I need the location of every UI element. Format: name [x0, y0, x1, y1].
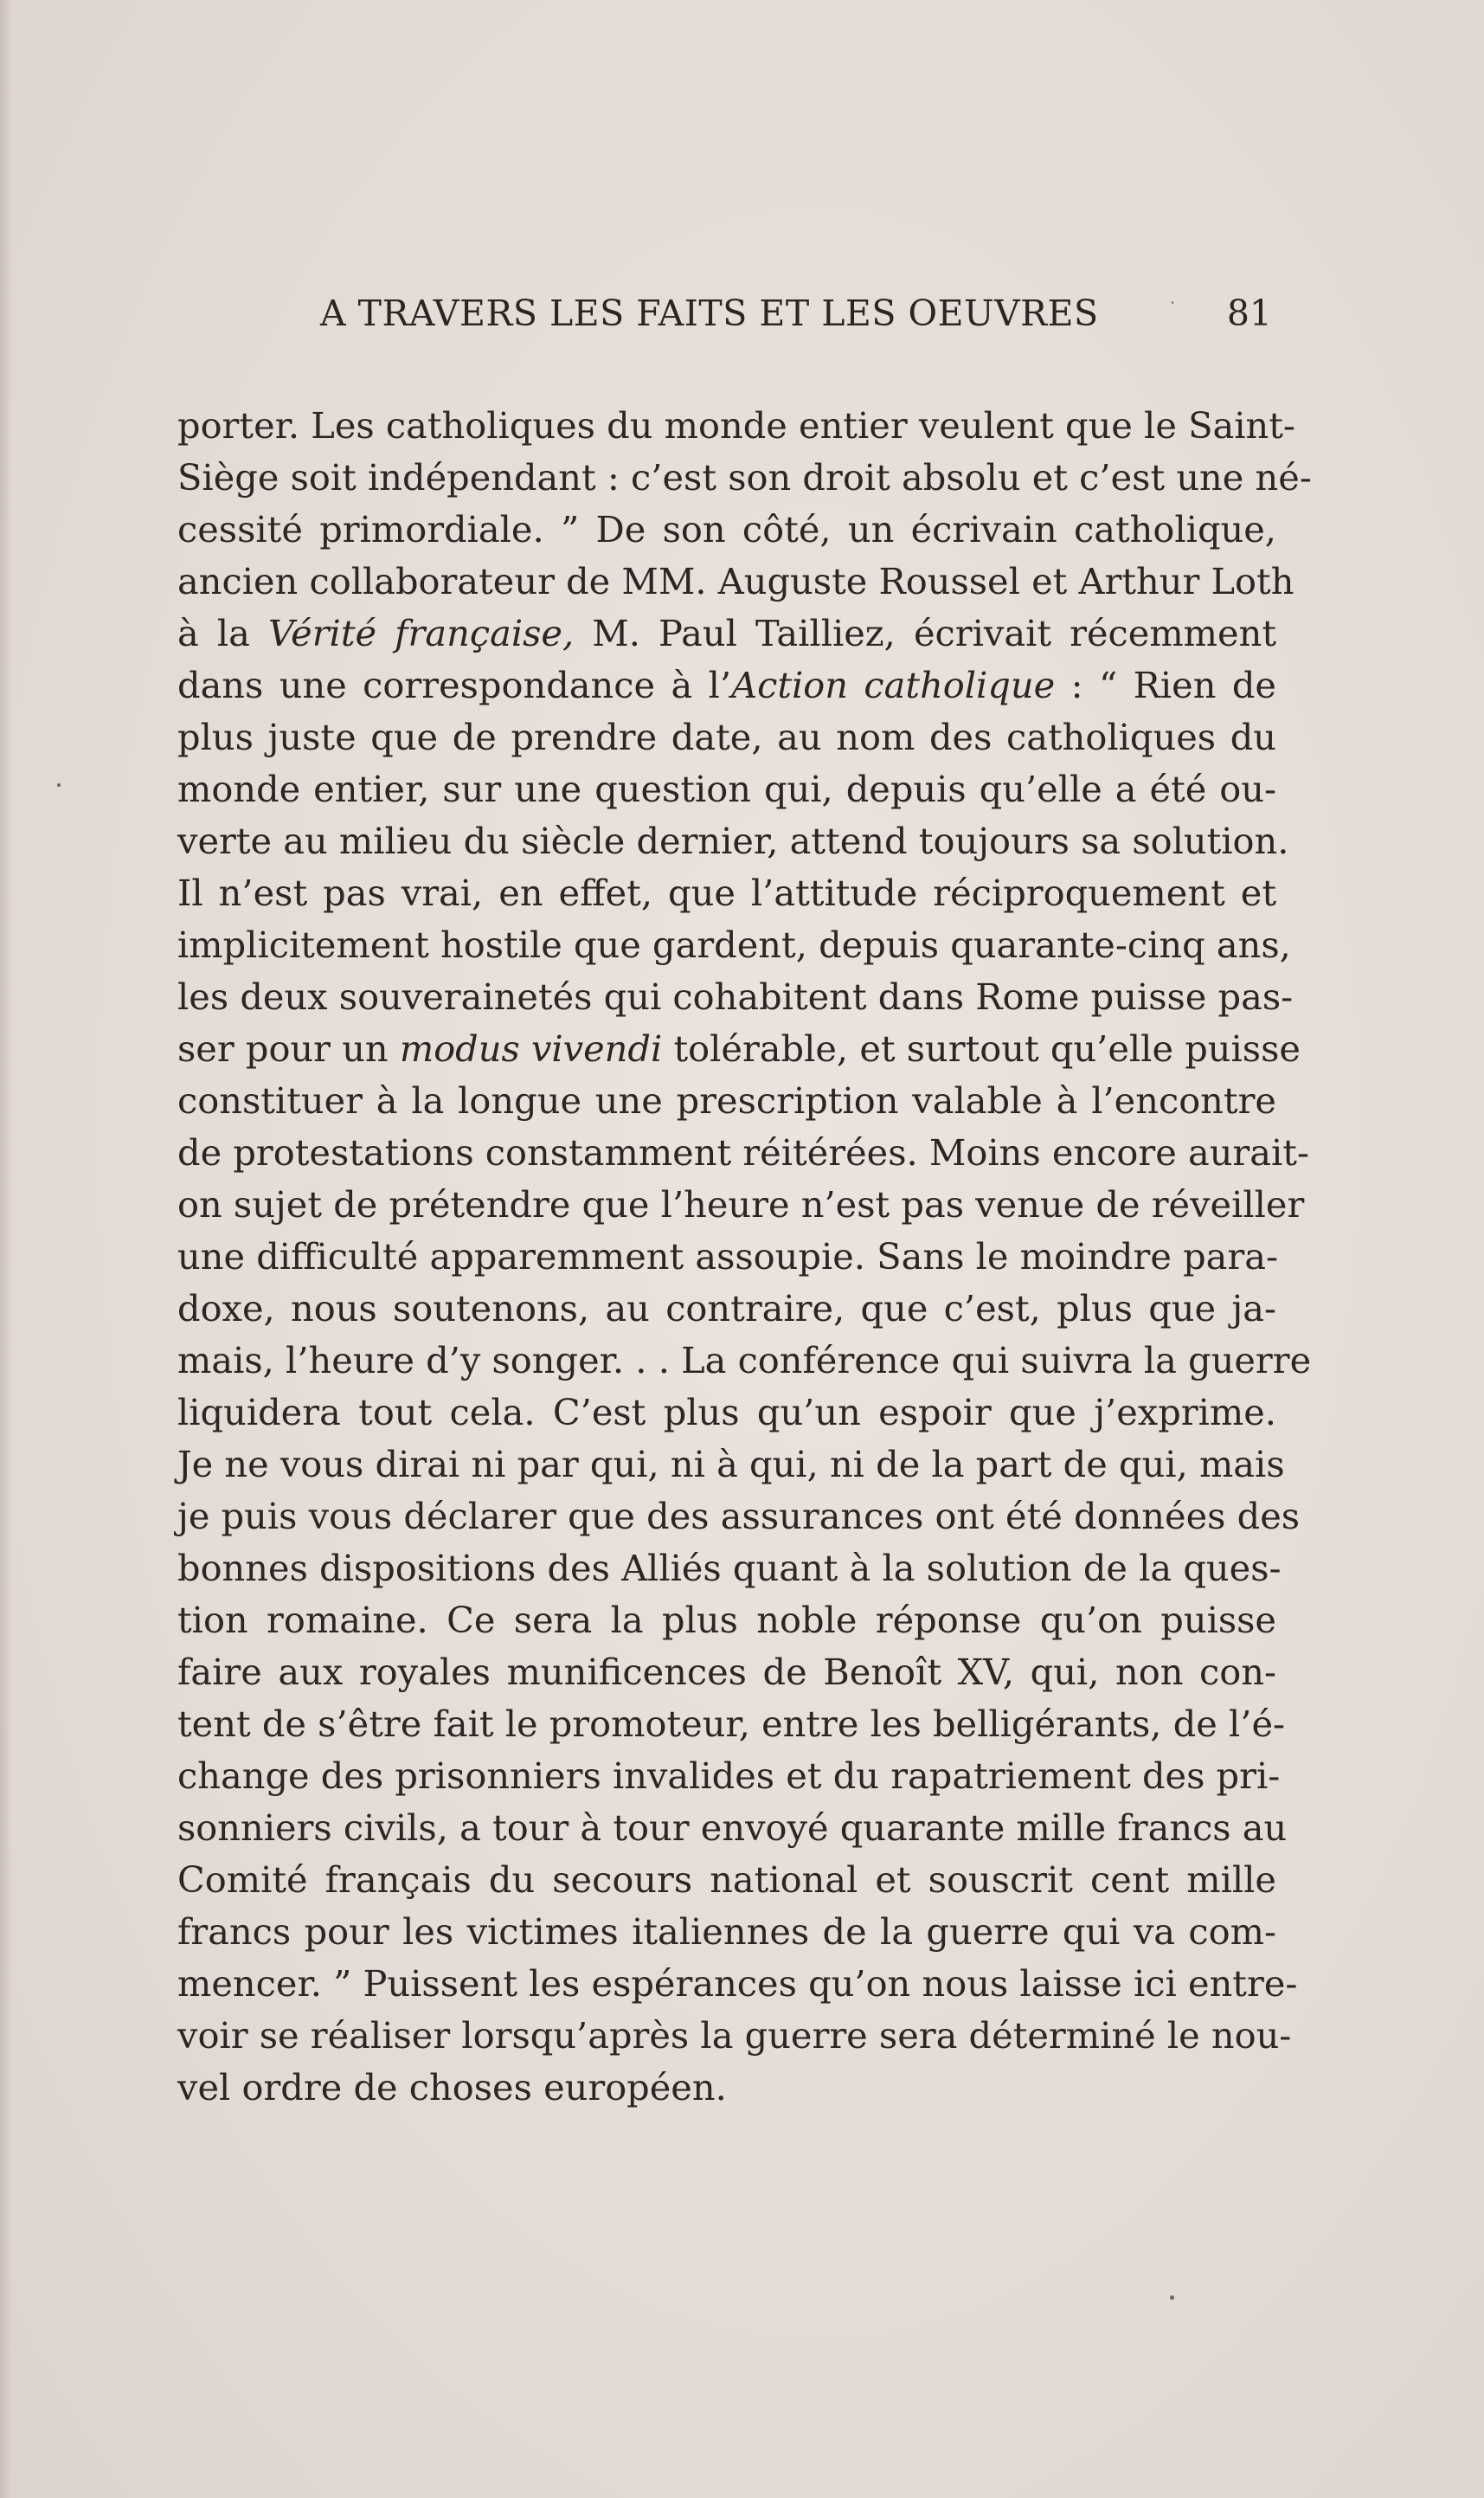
text-line: [177, 1127, 1309, 1179]
text-line: [177, 1802, 1288, 1854]
text-line: [177, 452, 1312, 504]
text-line: [177, 504, 1276, 556]
text-segment: Siège soit indépendant : c’est son droit absolu et c’est une né-: [177, 456, 1312, 499]
text-line: [177, 1854, 1276, 1906]
text-segment: verte au milieu du siècle dernier, attend toujours sa solution.: [177, 820, 1289, 862]
text-line: [177, 867, 1276, 919]
text-segment: M. Paul Tailliez, écrivait récemment: [574, 612, 1276, 654]
text-line: [177, 1750, 1281, 1802]
text-segment: plus juste que de prendre date, au nom des catholiques du: [177, 716, 1276, 758]
text-line: [177, 1490, 1301, 1542]
text-segment: ser pour un: [177, 1027, 400, 1070]
text-segment: à la: [177, 612, 268, 654]
text-segment: mais, l’heure d’y songer. . . La conférence qui suivra la guerre: [177, 1339, 1312, 1381]
text-line: [177, 1439, 1285, 1490]
text-segment: implicitement hostile que gardent, depuis quarante-cinq ans,: [177, 924, 1291, 966]
text-segment: je puis vous déclarer que des assurances ont été données des: [177, 1495, 1301, 1537]
text-segment: change des prisonniers invalides et du rapatriement des pri-: [177, 1754, 1281, 1797]
text-segment: francs pour les victimes italiennes de la guerre qui va com-: [177, 1910, 1276, 1953]
text-line: [177, 1179, 1305, 1231]
text-segment: bonnes dispositions des Alliés quant à la solution de la ques-: [177, 1547, 1282, 1589]
italic-text: Action catholique: [731, 664, 1056, 706]
text-line: [177, 1906, 1276, 1958]
text-segment: vel ordre de choses européen.: [177, 2066, 727, 2108]
text-segment: on sujet de prétendre que l’heure n’est pas venue de réveiller: [177, 1183, 1305, 1226]
text-segment: dans une correspondance à l’: [177, 664, 732, 706]
text-line: [177, 400, 1295, 452]
text-line: [177, 1387, 1276, 1439]
text-line: [177, 815, 1289, 867]
running-title: A TRAVERS LES FAITS ET LES OEUVRES: [320, 293, 1099, 334]
paper-speck: [1170, 2295, 1174, 2300]
text-segment: Comité français du secours national et souscrit cent mille: [177, 1858, 1276, 1901]
text-line: [177, 2010, 1292, 2062]
text-line: [177, 1698, 1286, 1750]
text-segment: une difficulté apparemment assoupie. Sans le moindre para-: [177, 1235, 1278, 1278]
text-line: [177, 763, 1276, 815]
text-line: [177, 1958, 1298, 2010]
text-line: [177, 556, 1294, 608]
text-segment: : “ Rien de: [1055, 664, 1276, 706]
text-segment: liquidera tout cela. C’est plus qu’un espoir que j’exprime.: [177, 1391, 1276, 1433]
page-edge-shadow: [0, 0, 12, 2498]
text-line: [177, 1594, 1276, 1646]
text-line: [177, 711, 1276, 763]
text-segment: Je ne vous dirai ni par qui, ni à qui, ni de la part de qui, mais: [177, 1443, 1285, 1485]
text-line: [177, 608, 1276, 660]
text-segment: monde entier, sur une question qui, depuis qu’elle a été ou-: [177, 768, 1276, 810]
text-segment: constituer à la longue une prescription valable à l’encontre: [177, 1079, 1276, 1122]
text-segment: ancien collaborateur de MM. Auguste Roussel et Arthur Loth: [177, 560, 1294, 602]
text-line: [177, 1023, 1301, 1075]
text-line: [177, 1075, 1276, 1127]
text-segment: porter. Les catholiques du monde entier veulent que le Saint-: [177, 404, 1295, 447]
text-line: [177, 1335, 1312, 1387]
text-line: [177, 1646, 1276, 1698]
italic-text: modus vivendi: [399, 1027, 663, 1070]
body-text: [177, 400, 1312, 2114]
text-line: [177, 971, 1294, 1023]
text-segment: de protestations constamment réitérées. Moins encore aurait-: [177, 1131, 1309, 1174]
text-segment: les deux souverainetés qui cohabitent dans Rome puisse pas-: [177, 975, 1294, 1018]
text-line: [177, 1542, 1282, 1594]
text-segment: sonniers civils, a tour à tour envoyé quarante mille francs au: [177, 1806, 1288, 1849]
paper-speck: [57, 783, 61, 787]
text-segment: tion romaine. Ce sera la plus noble réponse qu’on puisse: [177, 1599, 1276, 1641]
page-number: 81: [1226, 293, 1272, 334]
text-segment: Il n’est pas vrai, en effet, que l’attitude réciproquement et: [177, 872, 1276, 914]
text-segment: tolérable, et surtout qu’elle puisse: [662, 1027, 1301, 1070]
text-segment: tent de s’être fait le promoteur, entre les belligérants, de l’é-: [177, 1703, 1286, 1745]
italic-text: Vérité française,: [267, 612, 575, 654]
text-line: [177, 919, 1291, 971]
text-line: [177, 660, 1276, 711]
text-segment: doxe, nous soutenons, au contraire, que c’est, plus que ja-: [177, 1287, 1276, 1329]
text-segment: cessité primordiale. ” De son côté, un écrivain catholique,: [177, 508, 1276, 550]
text-segment: faire aux royales munificences de Benoît XV, qui, non con-: [177, 1651, 1276, 1693]
text-line: [177, 1231, 1276, 1283]
text-segment: mencer. ” Puissent les espérances qu’on nous laisse ici entre-: [177, 1962, 1298, 2005]
text-segment: voir se réaliser lorsqu’après la guerre sera déterminé le nou-: [177, 2014, 1292, 2057]
running-head: [320, 293, 1272, 344]
text-line: [177, 1283, 1276, 1335]
text-line: [177, 2062, 1276, 2114]
paper-speck: [1172, 301, 1173, 304]
